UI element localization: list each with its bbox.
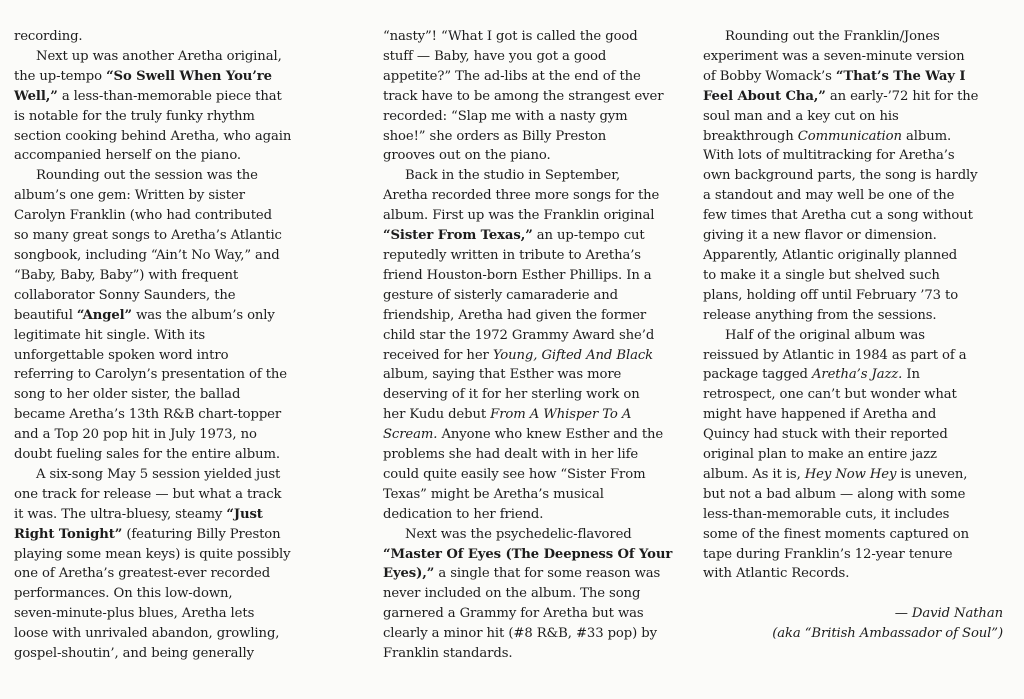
text-segment: loose with unrivaled abandon, growling, [14, 626, 280, 642]
text-line [703, 545, 1003, 565]
text-line [383, 326, 685, 346]
text-line [703, 27, 1003, 47]
text-line [383, 266, 685, 286]
text-line [383, 166, 685, 186]
text-line [703, 405, 1003, 425]
text-line [703, 47, 1003, 67]
text-segment: seven-minute-plus blues, Aretha lets [14, 606, 255, 622]
text-line [383, 425, 685, 445]
text-line [383, 644, 685, 664]
song-title: “So Swell When You’re [106, 68, 272, 84]
text-segment: Rounding out the Franklin/Jones [725, 29, 940, 44]
text-segment: section cooking behind Aretha, who again [14, 128, 292, 144]
text-segment: track have to be among the strangest ever [383, 88, 664, 104]
song-title: Well,” [14, 88, 58, 104]
text-line [14, 385, 316, 405]
text-line [383, 87, 685, 107]
text-line [14, 465, 316, 485]
text-segment: problems she had dealt with in her life [383, 447, 639, 463]
text-line [703, 67, 1003, 87]
text-segment: is notable for the truly funky rhythm [14, 108, 255, 124]
text-line [14, 27, 316, 47]
text-segment: Quincy had stuck with their reported [703, 427, 948, 443]
text-line [703, 127, 1003, 147]
song-title: Right Tonight” [14, 526, 123, 542]
text-segment: “nasty”! “What I got is called the good [383, 29, 638, 44]
text-segment: one of Aretha’s greatest-ever recorded [14, 566, 271, 582]
text-segment: a single that for some reason was [434, 566, 661, 582]
column-2 [383, 27, 685, 664]
text-segment: became Aretha’s 13th R&B chart-topper [14, 407, 282, 423]
text-segment: With lots of multitracking for Aretha’s [703, 148, 955, 164]
text-segment: might have happened if Aretha and [703, 407, 937, 423]
text-segment: own background parts, the song is hardly [703, 168, 978, 184]
text-line [703, 166, 1003, 186]
text-segment: the up-tempo [14, 68, 107, 84]
text-line [383, 365, 685, 385]
text-segment: one track for release — but what a track [14, 486, 282, 502]
text-segment: album. [901, 128, 952, 144]
text-line [14, 365, 316, 385]
text-line [703, 87, 1003, 107]
text-segment: but not a bad album — along with some [703, 486, 966, 502]
text-segment: Next up was another Aretha original, [36, 48, 282, 64]
text-segment: Texas” might be Aretha’s musical [383, 486, 604, 502]
text-segment: song to her older sister, the ballad [14, 387, 241, 403]
text-line [14, 525, 316, 545]
text-line [703, 525, 1003, 545]
text-segment: Aretha recorded three more songs for the [383, 188, 660, 204]
text-segment: release anything from the sessions. [703, 307, 937, 323]
text-segment: experiment was a seven-minute version [703, 48, 965, 64]
album-title: Aretha’s Jazz. [811, 367, 903, 383]
text-line [383, 27, 685, 47]
text-line [14, 584, 316, 604]
text-segment: few times that Aretha cut a song without [703, 208, 973, 224]
text-segment: album. As it is, [703, 466, 805, 482]
song-title: Feel About Cha,” [703, 88, 826, 104]
text-segment: album’s one gem: Written by sister [14, 188, 245, 204]
text-segment: of Bobby Womack’s [703, 68, 836, 84]
song-title: Eyes),” [383, 566, 435, 582]
text-line [14, 67, 316, 87]
text-segment: Half of the original album was [725, 327, 925, 343]
text-segment: garnered a Grammy for Aretha but was [383, 606, 644, 622]
text-line [703, 326, 1003, 346]
signature-author: — David Nathan [894, 606, 1003, 622]
text-segment: shoe!” she orders as Billy Preston [383, 128, 607, 144]
text-line [14, 306, 316, 326]
text-segment: her Kudu debut [383, 407, 491, 423]
text-line [14, 545, 316, 565]
text-line [383, 445, 685, 465]
text-segment: a standout and may well be one of the [703, 188, 955, 204]
text-segment: original plan to make an entire jazz [703, 447, 937, 463]
text-line [14, 246, 316, 266]
text-line [703, 226, 1003, 246]
text-segment: recording. [14, 29, 83, 44]
text-segment: grooves out on the piano. [383, 148, 551, 164]
text-segment: songbook, including “Ain’t No Way,” and [14, 247, 280, 263]
text-line [14, 425, 316, 445]
column-3-body [703, 27, 1003, 584]
text-line [383, 385, 685, 405]
text-segment: breakthrough [703, 128, 798, 144]
text-line [703, 346, 1003, 366]
album-title: From A Whisper To A [490, 407, 632, 423]
text-segment: an early-’72 hit for the [825, 88, 979, 104]
text-line [14, 445, 316, 465]
text-line [14, 206, 316, 226]
text-segment: plans, holding off until February ’73 to [703, 287, 959, 303]
album-title: Young, Gifted And Black [492, 347, 654, 363]
text-line [383, 564, 685, 584]
text-line [703, 246, 1003, 266]
text-line [14, 624, 316, 644]
text-segment: dedication to her friend. [383, 506, 544, 522]
text-segment: (featuring Billy Preston [122, 526, 281, 542]
text-segment: Rounding out the session was the [36, 168, 258, 184]
text-segment: appetite?” The ad-libs at the end of the [383, 68, 641, 84]
text-line [14, 186, 316, 206]
text-segment: gospel-shoutin’, and being generally [14, 646, 254, 662]
text-segment: never included on the album. The song [383, 586, 641, 602]
text-line [14, 604, 316, 624]
text-line [383, 545, 685, 565]
text-line [14, 405, 316, 425]
text-segment: and a Top 20 pop hit in July 1973, no [14, 427, 257, 443]
text-segment: Carolyn Franklin (who had contributed [14, 208, 272, 224]
text-segment: retrospect, one can’t but wonder what [703, 387, 957, 403]
text-line [703, 286, 1003, 306]
text-line [703, 206, 1003, 226]
text-segment: accompanied herself on the piano. [14, 148, 242, 164]
text-line [14, 146, 316, 166]
text-segment: friend Houston-born Esther Phillips. In a [383, 267, 652, 283]
text-line [383, 306, 685, 326]
song-title: “Just [226, 506, 263, 522]
text-line [14, 107, 316, 127]
text-segment: friendship, Aretha had given the former [383, 307, 647, 323]
text-segment: could quite easily see how “Sister From [383, 466, 646, 482]
text-line [383, 525, 685, 545]
text-line [14, 505, 316, 525]
album-title: Scream. [383, 427, 438, 443]
text-segment: a less-than-memorable piece that [57, 88, 282, 104]
song-title: “Angel” [76, 307, 133, 323]
text-line [14, 346, 316, 366]
text-segment: gesture of sisterly camaraderie and [383, 287, 618, 303]
text-segment: Franklin standards. [383, 646, 513, 662]
text-segment: Apparently, Atlantic originally planned [703, 247, 958, 263]
text-segment: package tagged [703, 367, 812, 383]
song-title: “That’s The Way I [835, 68, 966, 84]
text-segment: performances. On this low-down, [14, 586, 233, 602]
text-line [14, 564, 316, 584]
text-line [703, 266, 1003, 286]
text-line [383, 584, 685, 604]
text-line [383, 246, 685, 266]
text-line [383, 206, 685, 226]
text-segment: unforgettable spoken word intro [14, 347, 229, 363]
text-segment: reissued by Atlantic in 1984 as part of a [703, 347, 967, 363]
text-segment: an up-tempo cut [532, 228, 645, 244]
text-line [703, 306, 1003, 326]
text-line [14, 87, 316, 107]
text-line [383, 505, 685, 525]
song-title: “Master Of Eyes (The Deepness Of Your [383, 546, 673, 562]
text-line [14, 644, 316, 664]
text-line [14, 286, 316, 306]
text-line [703, 186, 1003, 206]
text-line [14, 47, 316, 67]
text-line [14, 166, 316, 186]
text-segment: In [902, 367, 920, 383]
text-line [383, 604, 685, 624]
text-line [383, 47, 685, 67]
text-segment: recorded: “Slap me with a nasty gym [383, 108, 628, 124]
text-segment: Back in the studio in September, [405, 168, 621, 184]
text-line [703, 564, 1003, 584]
text-segment: “Baby, Baby, Baby”) with frequent [14, 267, 239, 283]
text-segment: Next was the psychedelic-flavored [405, 526, 632, 542]
text-line [14, 266, 316, 286]
album-title: Hey Now Hey [804, 466, 897, 482]
text-segment: is uneven, [896, 466, 968, 482]
text-line [14, 226, 316, 246]
text-segment: it was. The ultra-bluesy, steamy [14, 506, 227, 522]
text-segment: stuff — Baby, have you got a good [383, 48, 607, 64]
text-line [703, 385, 1003, 405]
album-title: Communication [797, 128, 902, 144]
column-3 [703, 27, 1003, 644]
text-segment: A six-song May 5 session yielded just [36, 466, 281, 482]
text-segment: tape during Franklin’s 12-year tenure [703, 546, 953, 562]
text-line [383, 186, 685, 206]
text-segment: deserving of it for her sterling work on [383, 387, 640, 403]
text-segment: beautiful [14, 307, 77, 323]
text-segment: child star the 1972 Grammy Award she’d [383, 327, 655, 343]
text-line [703, 425, 1003, 445]
text-segment: legitimate hit single. With its [14, 327, 206, 343]
column-1 [14, 27, 316, 664]
text-segment: received for her [383, 347, 493, 363]
signature-aka: (aka “British Ambassador of Soul”) [772, 626, 1003, 642]
text-line [703, 445, 1003, 465]
text-line [383, 146, 685, 166]
text-segment: was the album’s only [132, 307, 275, 323]
text-line [703, 505, 1003, 525]
text-line [14, 127, 316, 147]
text-segment: playing some mean keys) is quite possibly [14, 546, 291, 562]
text-segment: collaborator Sonny Saunders, the [14, 287, 236, 303]
text-line [383, 485, 685, 505]
text-segment: reputedly written in tribute to Aretha’s [383, 247, 641, 263]
text-segment: with Atlantic Records. [703, 566, 850, 582]
text-segment: Anyone who knew Esther and the [437, 427, 664, 443]
text-line [383, 107, 685, 127]
text-line [703, 146, 1003, 166]
text-segment: album, saying that Esther was more [383, 367, 622, 383]
text-line [383, 346, 685, 366]
text-segment: so many great songs to Aretha’s Atlantic [14, 228, 282, 244]
text-line [703, 107, 1003, 127]
text-line [14, 326, 316, 346]
text-segment: album. First up was the Franklin original [383, 208, 655, 224]
text-line [703, 485, 1003, 505]
text-line [383, 624, 685, 644]
text-segment: doubt fueling sales for the entire album. [14, 447, 280, 463]
text-line [14, 485, 316, 505]
text-segment: clearly a minor hit (#8 R&B, #33 pop) by [383, 626, 657, 642]
song-title: “Sister From Texas,” [383, 228, 533, 244]
text-segment: soul man and a key cut on his [703, 108, 899, 124]
text-line [383, 465, 685, 485]
text-segment: less-than-memorable cuts, it includes [703, 506, 950, 522]
text-line [383, 127, 685, 147]
text-line [703, 465, 1003, 485]
text-segment: referring to Carolyn’s presentation of the [14, 367, 288, 383]
text-line [383, 67, 685, 87]
text-line [383, 226, 685, 246]
text-segment: to make it a single but shelved such [703, 267, 940, 283]
text-line [383, 286, 685, 306]
text-segment: some of the finest moments captured on [703, 526, 970, 542]
text-segment: giving it a new flavor or dimension. [703, 228, 937, 244]
text-line [703, 365, 1003, 385]
text-line [383, 405, 685, 425]
